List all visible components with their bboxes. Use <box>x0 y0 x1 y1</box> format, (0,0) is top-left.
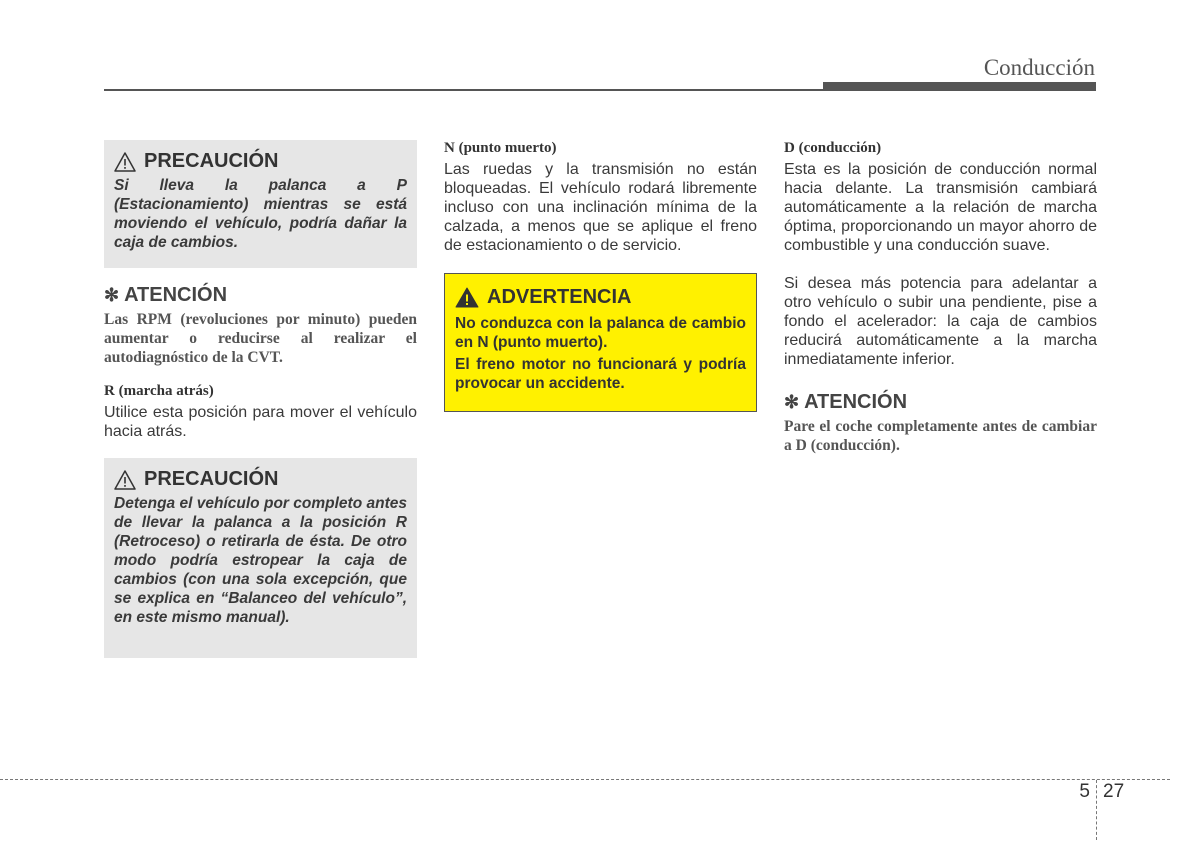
caution-box <box>104 140 417 268</box>
section-text: Utilice esta posición para mover el vehículo hacia atrás. <box>104 404 417 440</box>
footer-rule <box>0 779 1170 780</box>
attention-title: ATENCIÓN <box>124 284 228 306</box>
warning-triangle-outline-icon <box>114 470 136 490</box>
attention-text: Pare el coche completamente antes de cambiar a D (conducción). <box>784 418 1097 454</box>
warning-text: No conduzca con la palanca de cambio en N (punto muerto). <box>455 315 746 351</box>
column-left <box>104 140 417 658</box>
attention-note <box>784 391 1097 455</box>
footer-divider <box>1096 780 1097 840</box>
warning-box <box>444 273 757 412</box>
chapter-number: 5 <box>1079 781 1090 802</box>
caution-title: PRECAUCIÓN <box>144 468 279 490</box>
page-header-title: Conducción <box>983 55 1095 80</box>
drive-section <box>784 140 1097 369</box>
warning-triangle-filled-icon <box>455 287 479 308</box>
section-text: Si desea más potencia para adelantar a otro vehículo o subir una pendiente, pise a fondo el acelerador: la caja de cambios reducirá automáticamente a la marcha inmediatamente inferior. <box>784 275 1097 368</box>
attention-note <box>104 284 417 367</box>
caution-text: Detenga el vehículo por completo antes de llevar la palanca a la posición R (Retroceso) o retirarla de ésta. De otro modo podría estropear la caja de cambios (con una sola excepción, que se explica en “Balanceo del vehículo”, en este mismo manual). <box>114 495 407 626</box>
caution-text: Si lleva la palanca a P (Estacionamiento) mientras se está moviendo el vehículo, podría dañar la caja de cambios. <box>114 177 407 251</box>
caution-box <box>104 458 417 658</box>
warning-title: ADVERTENCIA <box>487 286 632 308</box>
neutral-section <box>444 140 757 255</box>
column-middle <box>444 140 757 412</box>
section-text: Las ruedas y la transmisión no están bloqueadas. El vehículo rodará libremente incluso con una inclinación mínima de la calzada, a menos que se aplique el freno de estacionamiento o de servicio. <box>444 161 757 254</box>
page-number: 27 <box>1103 781 1125 802</box>
attention-title: ATENCIÓN <box>804 391 908 413</box>
star-bullet-icon: ✻ <box>104 285 120 305</box>
warning-text: El freno motor no funcionará y podría provocar un accidente. <box>455 356 746 392</box>
reverse-section <box>104 383 417 441</box>
header-rule-accent <box>823 82 1096 91</box>
section-heading: R (marcha atrás) <box>104 383 214 399</box>
warning-triangle-outline-icon <box>114 152 136 172</box>
column-right <box>784 140 1097 455</box>
section-heading: N (punto muerto) <box>444 140 557 156</box>
section-heading: D (conducción) <box>784 140 882 156</box>
caution-title: PRECAUCIÓN <box>144 150 279 172</box>
star-bullet-icon: ✻ <box>784 392 800 412</box>
section-text: Esta es la posición de conducción normal hacia delante. La transmisión cambiará automáticamente a la relación de marcha óptima, proporcionando un mayor ahorro de combustible y una conducción suave. <box>784 161 1097 254</box>
attention-text: Las RPM (revoluciones por minuto) pueden aumentar o reducirse al realizar el autodiagnóstico de la CVT. <box>104 311 417 366</box>
